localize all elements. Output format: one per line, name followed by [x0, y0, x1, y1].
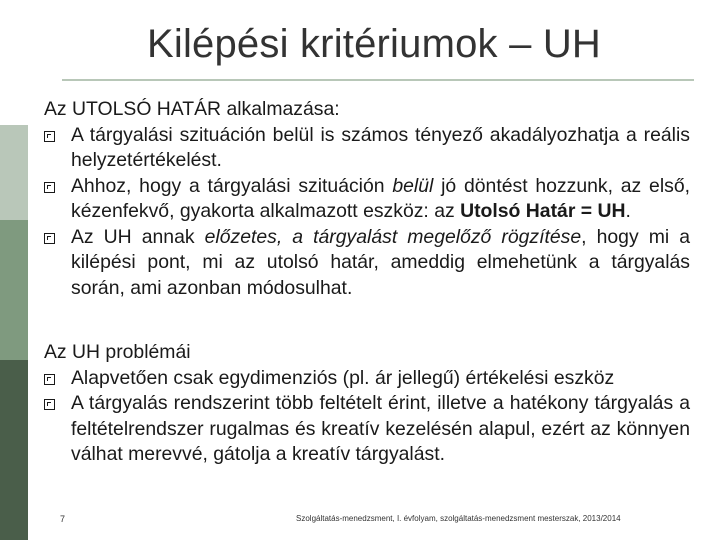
section-heading: Az UTOLSÓ HATÁR alkalmazása: — [44, 98, 340, 120]
bullet-text: előzetes, a tárgyalást megelőző rögzítése — [204, 225, 582, 248]
bullet-text: Alapvetően csak egydimenziós (pl. ár jellegű) értékelési eszköz — [71, 366, 615, 389]
slide-body — [44, 97, 690, 468]
title-divider — [62, 79, 694, 81]
bullet-text: belül — [392, 174, 434, 197]
square-bullet-icon — [44, 233, 55, 244]
bullet-list — [44, 366, 690, 468]
bullet-item — [44, 123, 690, 174]
decorative-side-bar — [0, 0, 28, 540]
bullet-item — [44, 174, 690, 225]
bullet-item — [44, 391, 690, 468]
footer-caption: Szolgáltatás-menedzsment, I. évfolyam, szolgáltatás-menedzsment mesterszak, 2013/2014 — [296, 514, 621, 523]
square-bullet-icon — [44, 131, 55, 142]
bullet-text: , hogy mi a kilépési pont, mi az utolsó határ, ameddig elmehetünk a tárgyalás során, ami azonban módosulhat. — [71, 225, 690, 299]
bullet-text: Az UH annak — [71, 225, 205, 248]
bullet-text: Ahhoz, hogy a tárgyalási szituáción — [71, 174, 393, 197]
spacer — [44, 301, 690, 340]
bullet-list — [44, 123, 690, 302]
page-number: 7 — [60, 514, 66, 524]
square-bullet-icon — [44, 399, 55, 410]
bullet-text: A tárgyalás rendszerint több feltételt érint, illetve a hatékony tárgyalás a feltételrendszer rugalmas és kreatív kezelésén alapul, ezért az könnyen válhat merevvé, gátolja a kreatív tárgyalást. — [71, 392, 690, 465]
bullet-text: jó döntést hozzunk, az első, kézenfekvő, gyakorta alkalmazott eszköz: az — [71, 174, 690, 222]
bullet-text: A tárgyalási szituáción belül is számos tényező akadályozhatja a reális helyzetértékelést. — [71, 123, 690, 171]
side-bar-segment — [0, 360, 28, 540]
bullet-item — [44, 225, 690, 302]
bullet-item — [44, 366, 690, 392]
side-bar-segment — [0, 0, 28, 125]
section-heading: Az UH problémái — [44, 341, 191, 363]
side-bar-segment — [0, 220, 28, 360]
bullet-text: Utolsó Határ = UH — [460, 200, 626, 222]
slide-title: Kilépési kritériumok – UH — [146, 22, 602, 66]
square-bullet-icon — [44, 374, 55, 385]
bullet-text: . — [625, 200, 631, 222]
square-bullet-icon — [44, 182, 55, 193]
side-bar-segment — [0, 125, 28, 220]
